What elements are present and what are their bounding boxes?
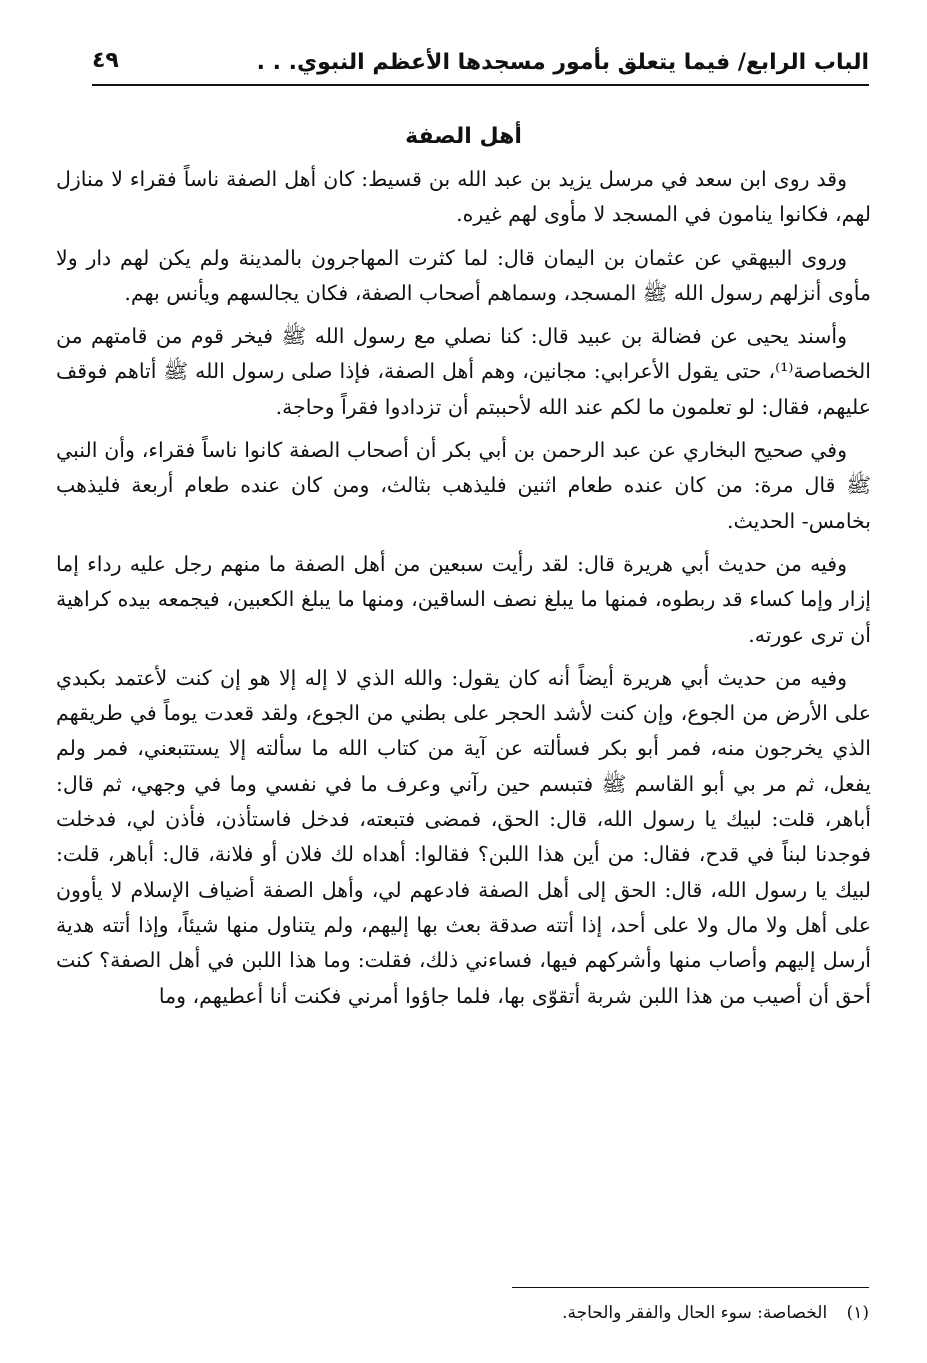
paragraph-abu-hurayra-2: وفيه من حديث أبي هريرة أيضاً أنه كان يقول: والله الذي لا إله إلا هو إن كنت لأعتمد بكبدي على الأرض من الجوع، وإن كنت لأشد الحجر على بطني من الجوع، ولقد قعدت يوماً في طريقهم الذي يخرجون منه، فمر أبو بكر فسألته عن آية من كتاب الله ما سألته إلا يستتبعني، فمر ولم يفعل، ثم مر بي أبو القاسم ﷺ فتبسم حين رآني وعرف ما في نفسي وما في وجهي، ثم قال: أباهر، قلت: لبيك يا رسول الله، قال: الحق، فمضى فتبعته، فدخل فاستأذن، فأذن لي، فدخلت فوجدنا لبناً في قدح، فقال: من أين هذا اللبن؟ فقالوا: أهداه لك فلان أو فلانة، قال: أباهر، قلت: لبيك يا رسول الله، قال: الحق إلى أهل الصفة فادعهم لي، وأهل الصفة أضياف الإسلام لا يأوون على أهل ولا مال ولا على أحد، إذا أتته صدقة بعث بها إليهم، ولم يتناول منها شيئاً، وإذا أتته هدية أرسل إليهم وأصاب منها وأشركهم فيها، فساءني ذلك، فقلت: وما هذا اللبن في أهل الصفة؟ كنت أحق أن أصيب من هذا اللبن شربة أتقوّى بها، فلما جاؤوا أمرني فكنت أنا أعطيهم، وما	[56, 665, 871, 1008]
paragraph-bukhari: وفي صحيح البخاري عن عبد الرحمن بن أبي بكر أن أصحاب الصفة كانوا ناساً فقراء، وأن النبي ﷺ قال مرة: من كان عنده طعام اثنين فليذهب بثالث، ومن كان عنده طعام أربعة فليذهب بخامس- الحديث.	[56, 438, 871, 533]
footnote-divider	[512, 1287, 869, 1288]
running-header	[92, 44, 869, 86]
paragraph-fadala: وأسند يحيى عن فضالة بن عبيد قال: كنا نصلي مع رسول الله ﷺ فيخر قوم من قامتهم من الخصاصة⁽¹⁾، حتى يقول الأعرابي: مجانين، وهم أهل الصفة، فإذا صلى رسول الله ﷺ أتاهم فوقف عليهم، فقال: لو تعلمون ما لكم عند الله لأحببتم أن تزدادوا فقراً وحاجة.	[56, 324, 871, 419]
paragraph-bayhaqi: وروى البيهقي عن عثمان بن اليمان قال: لما كثرت المهاجرون بالمدينة ولم يكن لهم دار ولا مأوى أنزلهم رسول الله ﷺ المسجد، وسماهم أصحاب الصفة، فكان يجالسهم ويأنس بهم.	[56, 245, 871, 305]
footnote-text: الخصاصة: سوء الحال والفقر والحاجة.	[562, 1303, 828, 1323]
body-text	[56, 162, 871, 1022]
paragraph-ibn-saad: وقد روى ابن سعد في مرسل يزيد بن عبد الله بن قسيط: كان أهل الصفة ناساً فقراء لا منازل لهم، فكانوا ينامون في المسجد لا مأوى لهم غيره.	[56, 167, 871, 227]
footnote	[58, 1300, 869, 1326]
footnote-marker: (١)	[846, 1303, 869, 1323]
paragraph-abu-hurayra-1: وفيه من حديث أبي هريرة قال: لقد رأيت سبعين من أهل الصفة ما منهم رجل عليه رداء إما إزار وإما كساء قد ربطوه، فمنها ما يبلغ نصف الساقين، ومنها ما يبلغ الكعبين، فيجمعه بيده كراهية أن ترى عورته.	[56, 551, 871, 647]
chapter-header-title: الباب الرابع/ فيما يتعلق بأمور مسجدها الأعظم النبوي. . .	[256, 50, 869, 75]
section-title: أهل الصفة	[405, 124, 522, 149]
page-number: ٤٩	[92, 48, 119, 73]
